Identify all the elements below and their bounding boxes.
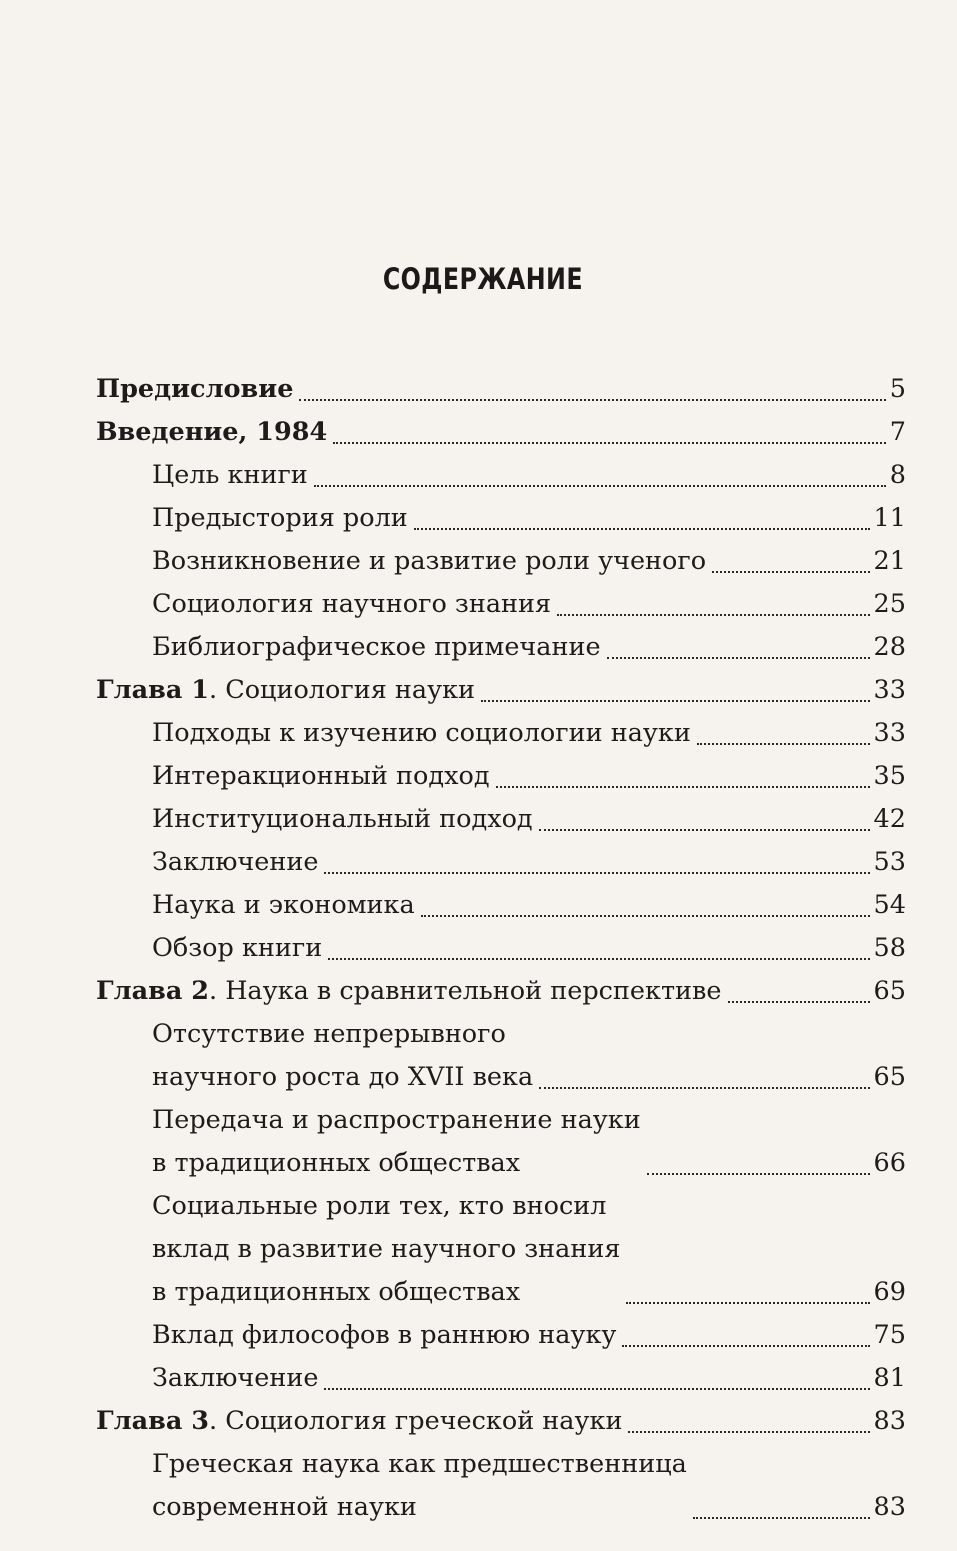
dot-leader xyxy=(333,442,886,444)
toc-page-number: 75 xyxy=(873,1320,906,1350)
dot-leader xyxy=(324,872,869,874)
toc-page-number: 33 xyxy=(873,718,906,748)
dot-leader xyxy=(557,614,869,616)
toc-entry-text: . Социология греческой науки xyxy=(208,1406,623,1436)
dot-leader xyxy=(622,1345,869,1347)
toc-entry-text: Наука и экономика xyxy=(152,890,415,920)
dot-leader xyxy=(481,700,870,702)
toc-entry-prefix: Глава 1 xyxy=(96,675,209,705)
toc-entry-title xyxy=(152,1443,687,1529)
toc-entry xyxy=(96,884,906,927)
toc-entry xyxy=(96,1314,906,1357)
toc-entry-text: Институциональный подход xyxy=(152,804,533,834)
dot-leader xyxy=(496,786,870,788)
dot-leader xyxy=(693,1517,870,1519)
toc-entry-text: Интеракционный подход xyxy=(152,761,490,791)
toc-entry-text: Социальные роли тех, кто вносил вклад в развитие научного знания в традиционных обществах xyxy=(152,1191,621,1307)
toc-page-number: 69 xyxy=(873,1277,906,1307)
toc-entry xyxy=(96,454,906,497)
toc-entry xyxy=(96,1400,906,1443)
toc-page-number: 83 xyxy=(873,1406,906,1436)
toc-entry-text: Заключение xyxy=(152,847,319,877)
toc-entry-text: Возникновение и развитие роли ученого xyxy=(152,546,707,576)
toc-entry-title xyxy=(152,755,490,798)
toc-page-number: 53 xyxy=(873,847,906,877)
toc-entry xyxy=(96,755,906,798)
dot-leader xyxy=(628,1431,869,1433)
toc-entry-title xyxy=(152,1099,641,1185)
toc-entry xyxy=(96,1443,906,1529)
toc-page-number: 5 xyxy=(889,374,906,404)
toc-page-number: 54 xyxy=(873,890,906,920)
toc-entry-text: Обзор книги xyxy=(152,933,323,963)
toc-entry xyxy=(96,540,906,583)
toc-page-number: 35 xyxy=(873,761,906,791)
toc-entry-text: Социология научного знания xyxy=(152,589,552,619)
toc-entry-title xyxy=(152,927,322,970)
toc-entry-text: Подходы к изучению социологии науки xyxy=(152,718,691,748)
toc-entry-text: Греческая наука как предшественница современной науки xyxy=(152,1449,687,1522)
toc-entry xyxy=(96,411,906,454)
toc-entry-text: . Наука в сравнительной перспективе xyxy=(208,976,722,1006)
toc-entry-title xyxy=(152,540,706,583)
toc-page-number: 7 xyxy=(889,417,906,447)
toc-entry xyxy=(96,669,906,712)
dot-leader xyxy=(607,657,870,659)
toc-entry xyxy=(96,626,906,669)
toc-entry-prefix: Глава 3 xyxy=(96,1406,209,1436)
toc-entry xyxy=(96,583,906,626)
toc-page-number: 65 xyxy=(873,976,906,1006)
table-of-contents xyxy=(96,368,906,1529)
toc-entry-text: Цель книги xyxy=(152,460,308,490)
toc-page-number: 65 xyxy=(873,1062,906,1092)
toc-page-number: 58 xyxy=(873,933,906,963)
toc-entry-title xyxy=(96,368,293,411)
toc-entry-text: . Социология науки xyxy=(208,675,476,705)
toc-entry xyxy=(96,497,906,540)
toc-entry-text: Передача и распространение науки в традиционных обществах xyxy=(152,1105,641,1178)
toc-entry xyxy=(96,841,906,884)
toc-entry xyxy=(96,1013,906,1099)
toc-entry-title xyxy=(152,1314,616,1357)
toc-entry xyxy=(96,970,906,1013)
dot-leader xyxy=(314,485,886,487)
toc-entry xyxy=(96,1185,906,1314)
toc-entry-title xyxy=(152,626,601,669)
toc-entry xyxy=(96,1357,906,1400)
toc-entry-title xyxy=(152,884,415,927)
toc-entry-title xyxy=(152,1185,620,1314)
toc-entry xyxy=(96,798,906,841)
dot-leader xyxy=(421,915,870,917)
toc-entry xyxy=(96,712,906,755)
toc-entry-text: Библиографическое примечание xyxy=(152,632,601,662)
toc-entry-prefix: Введение, 1984 xyxy=(96,417,328,447)
toc-page-number: 42 xyxy=(873,804,906,834)
toc-entry-title xyxy=(96,970,722,1013)
dot-leader xyxy=(539,1087,869,1089)
toc-page-number: 28 xyxy=(873,632,906,662)
toc-entry xyxy=(96,1099,906,1185)
dot-leader xyxy=(728,1001,870,1003)
toc-entry-title xyxy=(96,669,475,712)
dot-leader xyxy=(414,528,870,530)
dot-leader xyxy=(324,1388,869,1390)
toc-entry-text: Вклад философов в раннюю науку xyxy=(152,1320,617,1350)
toc-page-number: 11 xyxy=(873,503,906,533)
dot-leader xyxy=(299,399,885,401)
dot-leader xyxy=(328,958,869,960)
toc-entry-title xyxy=(152,841,318,884)
dot-leader xyxy=(697,743,870,745)
toc-page-number: 21 xyxy=(873,546,906,576)
toc-entry-prefix: Глава 2 xyxy=(96,976,209,1006)
toc-entry xyxy=(96,368,906,411)
page-title: СОДЕРЖАНИЕ xyxy=(382,262,584,296)
toc-entry-title xyxy=(152,454,308,497)
toc-page-number: 83 xyxy=(873,1492,906,1522)
toc-entry-title xyxy=(152,1357,318,1400)
toc-entry-title xyxy=(152,583,551,626)
toc-entry-text: Заключение xyxy=(152,1363,319,1393)
dot-leader xyxy=(647,1173,870,1175)
toc-page-number: 33 xyxy=(873,675,906,705)
toc-page-number: 81 xyxy=(873,1363,906,1393)
toc-page-number: 25 xyxy=(873,589,906,619)
toc-entry-title xyxy=(96,1400,622,1443)
dot-leader xyxy=(712,571,869,573)
toc-entry-title xyxy=(96,411,327,454)
toc-entry-text: Отсутствие непрерывного научного роста до XVII века xyxy=(152,1019,534,1092)
toc-page-number: 8 xyxy=(889,460,906,490)
toc-entry-text: Предыстория роли xyxy=(152,503,408,533)
toc-entry-title xyxy=(152,798,533,841)
dot-leader xyxy=(539,829,870,831)
dot-leader xyxy=(626,1302,869,1304)
toc-entry-title xyxy=(152,497,408,540)
toc-entry-title xyxy=(152,1013,533,1099)
toc-page-number: 66 xyxy=(873,1148,906,1178)
toc-entry-prefix: Предисловие xyxy=(96,374,294,404)
toc-entry xyxy=(96,927,906,970)
toc-entry-title xyxy=(152,712,691,755)
